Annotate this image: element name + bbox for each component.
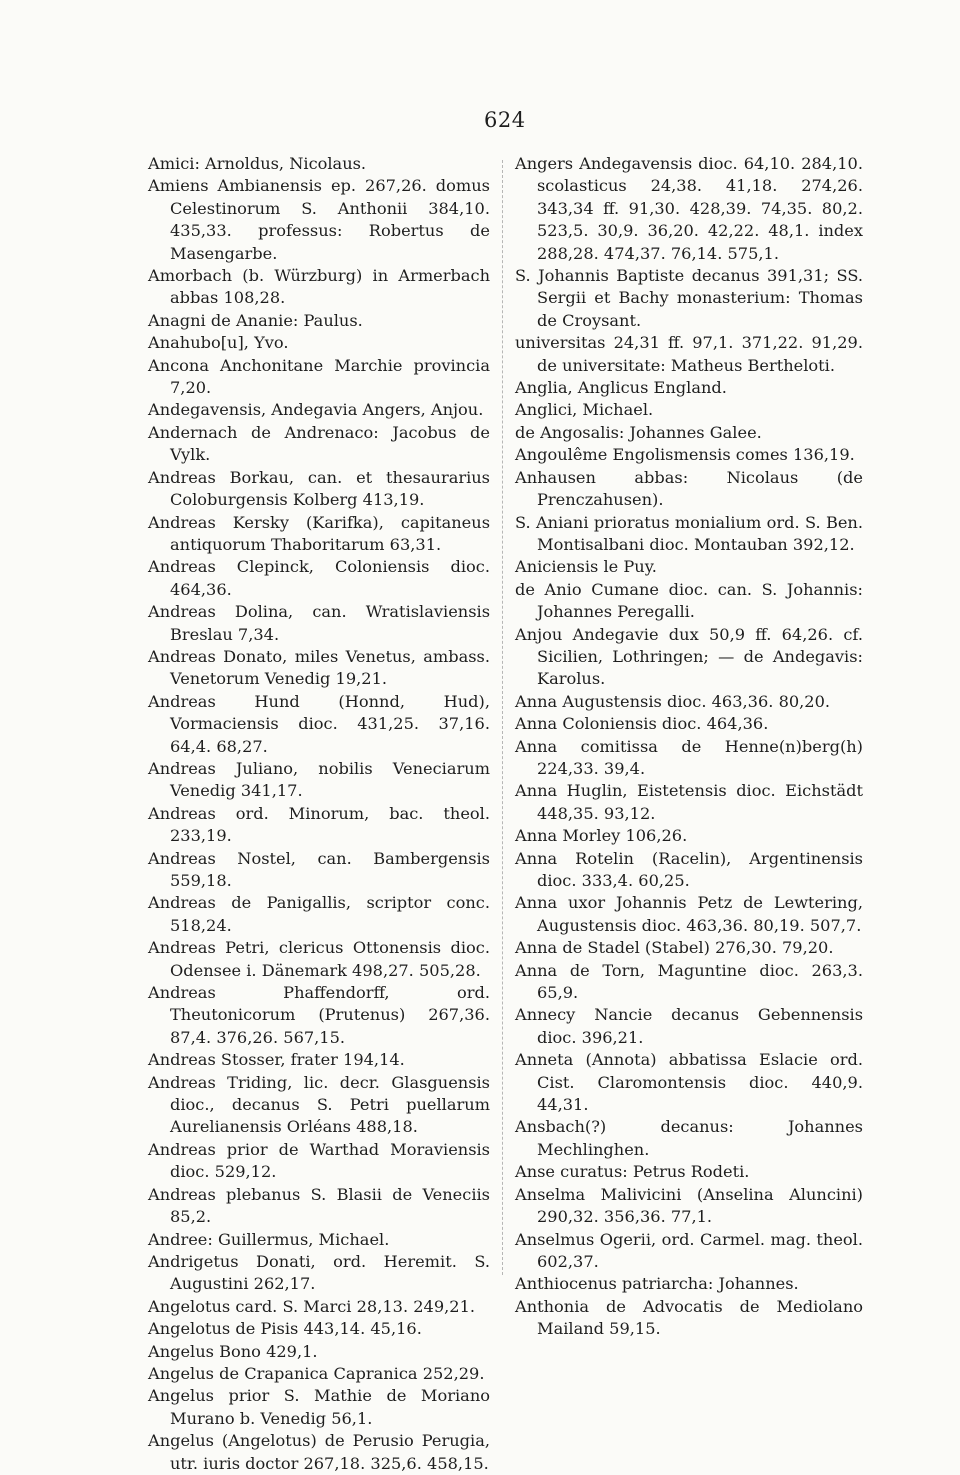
index-entry: Andreas Juliano, nobilis Veneciarum Venedig 341,17. [148,758,490,801]
index-entry: Anse curatus: Petrus Rodeti. [515,1162,750,1182]
index-entry: Angoulême Engolismensis comes 136,19. [515,445,855,465]
index-entry: Anna uxor Johannis Petz de Lewtering, Augustensis dioc. 463,36. 80,19. 507,7. [515,893,863,935]
index-entry: Andernach de Andrenaco: Jacobus de Vylk. [148,422,490,465]
index-entry: Andreas de Panigallis, scriptor conc. 518,24. [148,893,490,935]
index-entry: Angelus (Angelotus) de Perusio Perugia, utr. iuris doctor 267,18. 325,6. 458,15. [148,1431,490,1473]
index-entry: Anna Rotelin (Racelin), Argentinensis dioc. 333,4. 60,25. [515,848,863,890]
index-entry: Anna Coloniensis dioc. 464,36. [515,714,769,734]
index-entry: Anna comitissa de Henne(n)berg(h) 224,33. 39,4. [515,736,863,778]
index-entry: Andreas Clepinck, Coloniensis dioc. 464,36. [148,557,490,599]
index-entry: Andreas Phaffendorff, ord. Theutonicorum (Prutenus) 267,36. 87,4. 376,26. 567,15. [148,983,490,1047]
index-entry: Anselma Malivicini (Anselina Aluncini) 290,32. 356,36. 77,1. [515,1184,863,1227]
index-entry: Anjou Andegavie dux 50,9 ff. 64,26. cf. Sicilien, Lothringen; — de Andegavis: Karolus. [515,624,863,689]
index-entry: Angelus de Crapanica Capranica 252,29. [148,1363,485,1383]
index-entry: Andree: Guillermus, Michael. [148,1229,390,1249]
index-entry: Anna Morley 106,26. [515,826,688,846]
index-entry: Andreas Nostel, can. Bambergensis 559,18. [148,848,490,890]
index-entry: Andreas Stosser, frater 194,14. [148,1050,405,1070]
index-entry: Andreas Kersky (Karifka), capitaneus antiquorum Thaboritarum 63,31. [148,512,490,554]
index-entry: Andreas ord. Minorum, bac. theol. 233,19. [148,803,490,846]
index-entry: Ansbach(?) decanus: Johannes Mechlinghen. [515,1117,863,1159]
index-entry: Amorbach (b. Würzburg) in Armerbach abbas 108,28. [148,266,490,308]
index-column-right [515,153,863,1341]
index-entry: Andreas plebanus S. Blasii de Veneciis 85,2. [148,1184,490,1227]
index-entry: Andreas Triding, lic. decr. Glasguensis dioc., decanus S. Petri puellarum Aurelianensis Orléans 488,18. [148,1072,490,1137]
index-entry: Anahubo[u], Yvo. [148,333,289,353]
index-entry: Anagni de Ananie: Paulus. [148,310,363,330]
index-entry: S. Aniani prioratus monialium ord. S. Ben. Montisalbani dioc. Montauban 392,12. [515,512,863,554]
index-entry: Anselmus Ogerii, ord. Carmel. mag. theol. 602,37. [515,1229,863,1271]
index-entry: Andreas Petri, clericus Ottonensis dioc. Odensee i. Dänemark 498,27. 505,28. [148,938,490,980]
index-entry: Andreas Donato, miles Venetus, ambass. Venetorum Venedig 19,21. [148,646,490,689]
index-entry: Anglia, Anglicus England. [515,378,727,398]
index-entry: Andreas Hund (Honnd, Hud), Vormaciensis dioc. 431,25. 37,16. 64,4. 68,27. [148,691,490,756]
index-entry: Anna Augustensis dioc. 463,36. 80,20. [515,691,831,711]
index-entry: Anthiocenus patriarcha: Johannes. [515,1274,799,1294]
index-entry: de Angosalis: Johannes Galee. [515,422,762,442]
index-entry: Amiens Ambianensis ep. 267,26. domus Celestinorum S. Anthonii 384,10. 435,33. professus: Robertus de Masengarbe. [148,176,490,263]
index-entry: Anna de Stadel (Stabel) 276,30. 79,20. [515,938,834,958]
index-entry: Andreas prior de Warthad Moraviensis dioc. 529,12. [148,1139,490,1182]
page-number: 624 [484,108,526,132]
index-entry: Angelus Bono 429,1. [148,1341,318,1361]
index-entry: Angelotus de Pisis 443,14. 45,16. [148,1319,422,1339]
index-entry: Anna Huglin, Eistetensis dioc. Eichstädt 448,35. 93,12. [515,781,863,823]
index-entry: Andegavensis, Andegavia Angers, Anjou. [148,400,484,420]
index-entry: Amici: Arnoldus, Nicolaus. [148,154,367,173]
index-entry: Andreas Borkau, can. et thesaurarius Coloburgensis Kolberg 413,19. [148,467,490,510]
index-entry: Angelus prior S. Mathie de Moriano Murano b. Venedig 56,1. [148,1386,490,1428]
index-entry: Andreas Dolina, can. Wratislaviensis Breslau 7,34. [148,602,490,644]
index-entry: Angers Andegavensis dioc. 64,10. 284,10. scolasticus 24,38. 41,18. 274,26. 343,34 ff. 91,30. 428,39. 74,35. 80,2. 523,5. 30,9. 36,20. 42,22. 48,1. index 288,28. 474,37. 76,14. 575,1. [515,154,863,263]
index-entry: Anneta (Annota) abbatissa Eslacie ord. Cist. Claromontensis dioc. 440,9. 44,31. [515,1050,863,1115]
index-entry: Anglici, Michael. [515,400,654,420]
index-entry: Andrigetus Donati, ord. Heremit. S. Augustini 262,17. [148,1251,490,1294]
column-divider [502,160,503,1275]
index-entry: Ancona Anchonitane Marchie provincia 7,20. [148,355,490,398]
index-entry: S. Johannis Baptiste decanus 391,31; SS. Sergii et Bachy monasterium: Thomas de Croysant. [515,266,863,330]
index-entry: Anhausen abbas: Nicolaus (de Prenczahusen). [515,467,863,510]
index-entry: Anna de Torn, Maguntine dioc. 263,3. 65,9. [515,960,863,1003]
index-entry: de Anio Cumane dioc. can. S. Johannis: Johannes Peregalli. [515,579,863,622]
index-entry: Aniciensis le Puy. [515,557,657,577]
index-entry: universitas 24,31 ff. 97,1. 371,22. 91,29. de universitate: Matheus Bertheloti. [515,333,863,375]
index-column-left [148,153,490,1475]
index-entry: Angelotus card. S. Marci 28,13. 249,21. [148,1296,476,1316]
index-entry: Annecy Nancie decanus Gebennensis dioc. 396,21. [515,1005,863,1047]
index-entry: Anthonia de Advocatis de Mediolano Mailand 59,15. [515,1296,863,1339]
